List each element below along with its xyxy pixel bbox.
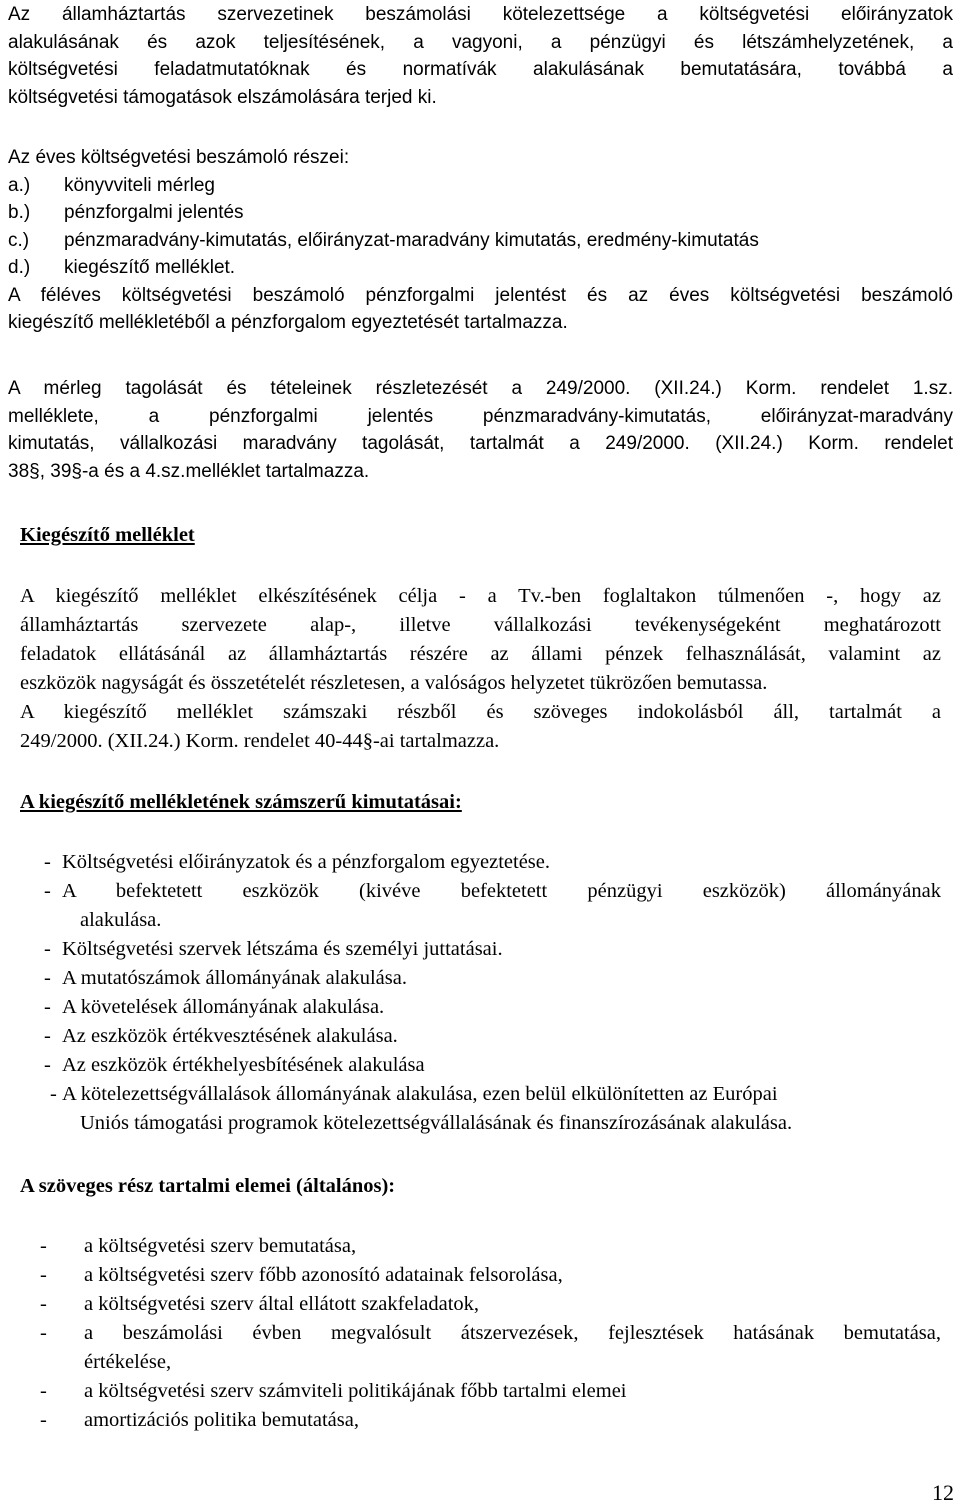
- dash-marker: -: [40, 1380, 47, 1402]
- dash-marker: -: [44, 996, 51, 1018]
- list-item: [44, 1051, 941, 1080]
- item-first-line: [50, 1080, 941, 1109]
- list-item: [44, 877, 941, 935]
- dash-marker: -: [44, 1054, 51, 1076]
- textual-heading: A szöveges rész tartalmi elemei (általános):: [20, 1175, 396, 1197]
- supplement-heading: Kiegészítő melléklet: [20, 524, 195, 546]
- item-text: A kötelezettségvállalások állományának alakulása, ezen belül elkülönítetten az Európai: [62, 1083, 778, 1105]
- report-parts: [8, 144, 953, 337]
- page-number: 12: [932, 1480, 954, 1505]
- dash-marker: -: [40, 1235, 47, 1257]
- intro-line: költségvetési támogatások elszámolására terjed ki.: [8, 86, 437, 108]
- list-item: [40, 1406, 941, 1435]
- list-item: [8, 227, 953, 255]
- list-item: [40, 1377, 941, 1406]
- list-item: [8, 172, 953, 200]
- item-text: Az eszközök értékvesztésének alakulása.: [62, 1025, 398, 1047]
- list-item: [50, 1080, 941, 1138]
- item-text: A mutatószámok állományának alakulása.: [62, 967, 407, 989]
- item-text: a költségvetési szerv által ellátott szakfeladatok,: [84, 1293, 480, 1315]
- supplement-line: eszközök nagyságát és összetételét részletesen, a valóságos helyzetet tükrözően bemutassa.: [20, 672, 768, 694]
- textual-list: [40, 1232, 941, 1435]
- item-text: amortizációs politika bemutatása,: [84, 1409, 359, 1431]
- list-item: [8, 199, 953, 227]
- numeric-list: [44, 848, 941, 1138]
- item-text: Uniós támogatási programok kötelezettségvállalásának és finanszírozásának alakulása.: [80, 1112, 793, 1134]
- balance-paragraph: [8, 375, 953, 485]
- item-text: Költségvetési előirányzatok és a pénzforgalom egyeztetése.: [62, 851, 551, 873]
- dash-marker: -: [44, 1025, 51, 1047]
- item-text: a költségvetési szerv számviteli politikájának főbb tartalmi elemei: [84, 1380, 627, 1402]
- dash-marker: -: [40, 1409, 47, 1431]
- item-first-line: [40, 1319, 941, 1348]
- intro-line: Az államháztartás szervezetinek beszámolási kötelezettsége a költségvetési előirányzatok: [8, 4, 953, 25]
- intro-paragraph: [8, 1, 953, 111]
- semiannual-line: kiegészítő mellékletéből a pénzforgalom egyeztetését tartalmazza.: [8, 312, 568, 333]
- supplement-line: feladatok ellátásánál az államháztartás részére az állami pénzek felhasználását, valamint az: [20, 643, 941, 665]
- supplement-line: államháztartás szervezete alap-, illetve vállalkozási tevékenységeként meghatározott: [20, 614, 941, 636]
- dash-marker: -: [44, 880, 51, 902]
- dash-marker: -: [40, 1322, 47, 1344]
- list-item: [40, 1319, 941, 1377]
- item-label: b.): [8, 202, 31, 223]
- list-item: [44, 1022, 941, 1051]
- list-item: [8, 254, 953, 282]
- item-label: a.): [8, 174, 31, 196]
- supplement-line: A kiegészítő melléklet elkészítésének célja - a Tv.-ben foglaltakon túlmenően -, hogy az: [20, 585, 941, 607]
- list-item: [40, 1290, 941, 1319]
- item-text: értékelése,: [84, 1351, 172, 1373]
- list-item: [40, 1261, 941, 1290]
- dash-marker: -: [44, 851, 51, 873]
- item-label: d.): [8, 257, 31, 278]
- list-item: [40, 1232, 941, 1261]
- item-text: a beszámolási évben megvalósult átszervezések, fejlesztések hatásának bemutatása,: [84, 1322, 941, 1344]
- supplement-line: 249/2000. (XII.24.) Korm. rendelet 40-44§-ai tartalmazza.: [20, 730, 500, 752]
- balance-line: melléklete, a pénzforgalmi jelentés pénzmaradvány-kimutatás, előirányzat-maradvány: [8, 405, 953, 427]
- item-text: a költségvetési szerv főbb azonosító adatainak felsorolása,: [84, 1264, 563, 1286]
- item-text: A befektetett eszközök (kivéve befektetett pénzügyi eszközök) állományának: [62, 880, 941, 902]
- item-text: alakulása.: [80, 909, 162, 931]
- item-text: a költségvetési szerv bemutatása,: [84, 1235, 357, 1257]
- balance-line: A mérleg tagolását és tételeinek részletezését a 249/2000. (XII.24.) Korm. rendelet 1.sz.: [8, 378, 953, 399]
- dash-marker: -: [44, 967, 51, 989]
- supplement-paragraph: [20, 582, 941, 756]
- list-item: [44, 993, 941, 1022]
- list-item: [44, 935, 941, 964]
- balance-line: kimutatás, vállalkozási maradvány tagolását, tartalmát a 249/2000. (XII.24.) Korm. rendelet: [8, 433, 953, 454]
- dash-marker: -: [40, 1264, 47, 1286]
- balance-line: 38§, 39§-a és a 4.sz.melléklet tartalmazza.: [8, 460, 370, 482]
- report-parts-title: Az éves költségvetési beszámoló részei:: [8, 147, 350, 168]
- item-first-line: [44, 877, 941, 906]
- item-text: pénzforgalmi jelentés: [64, 202, 244, 223]
- supplement-line: A kiegészítő melléklet számszaki részből és szöveges indokolásból áll, tartalmát a: [20, 701, 941, 723]
- semiannual-line: A féléves költségvetési beszámoló pénzforgalmi jelentést és az éves költségvetési beszámoló: [8, 284, 953, 306]
- item-label: c.): [8, 229, 30, 251]
- dash-marker: -: [40, 1293, 47, 1315]
- item-text: A követelések állományának alakulása.: [62, 996, 385, 1018]
- list-item: [44, 848, 941, 877]
- item-text: Az eszközök értékhelyesbítésének alakulása: [62, 1054, 425, 1076]
- list-item: [44, 964, 941, 993]
- dash-marker: -: [50, 1083, 57, 1105]
- item-text: kiegészítő melléklet.: [64, 257, 236, 278]
- numeric-heading: A kiegészítő mellékletének számszerű kimutatásai:: [20, 791, 462, 813]
- intro-line: költségvetési feladatmutatóknak és normatívák alakulásának bemutatására, továbbá a: [8, 59, 953, 80]
- item-text: pénzmaradvány-kimutatás, előirányzat-maradvány kimutatás, eredmény-kimutatás: [64, 229, 759, 251]
- item-text: könyvviteli mérleg: [64, 174, 215, 196]
- intro-line: alakulásának és azok teljesítésének, a vagyoni, a pénzügyi és létszámhelyzetének, a: [8, 31, 953, 53]
- item-text: Költségvetési szervek létszáma és személyi juttatásai.: [62, 938, 503, 960]
- dash-marker: -: [44, 938, 51, 960]
